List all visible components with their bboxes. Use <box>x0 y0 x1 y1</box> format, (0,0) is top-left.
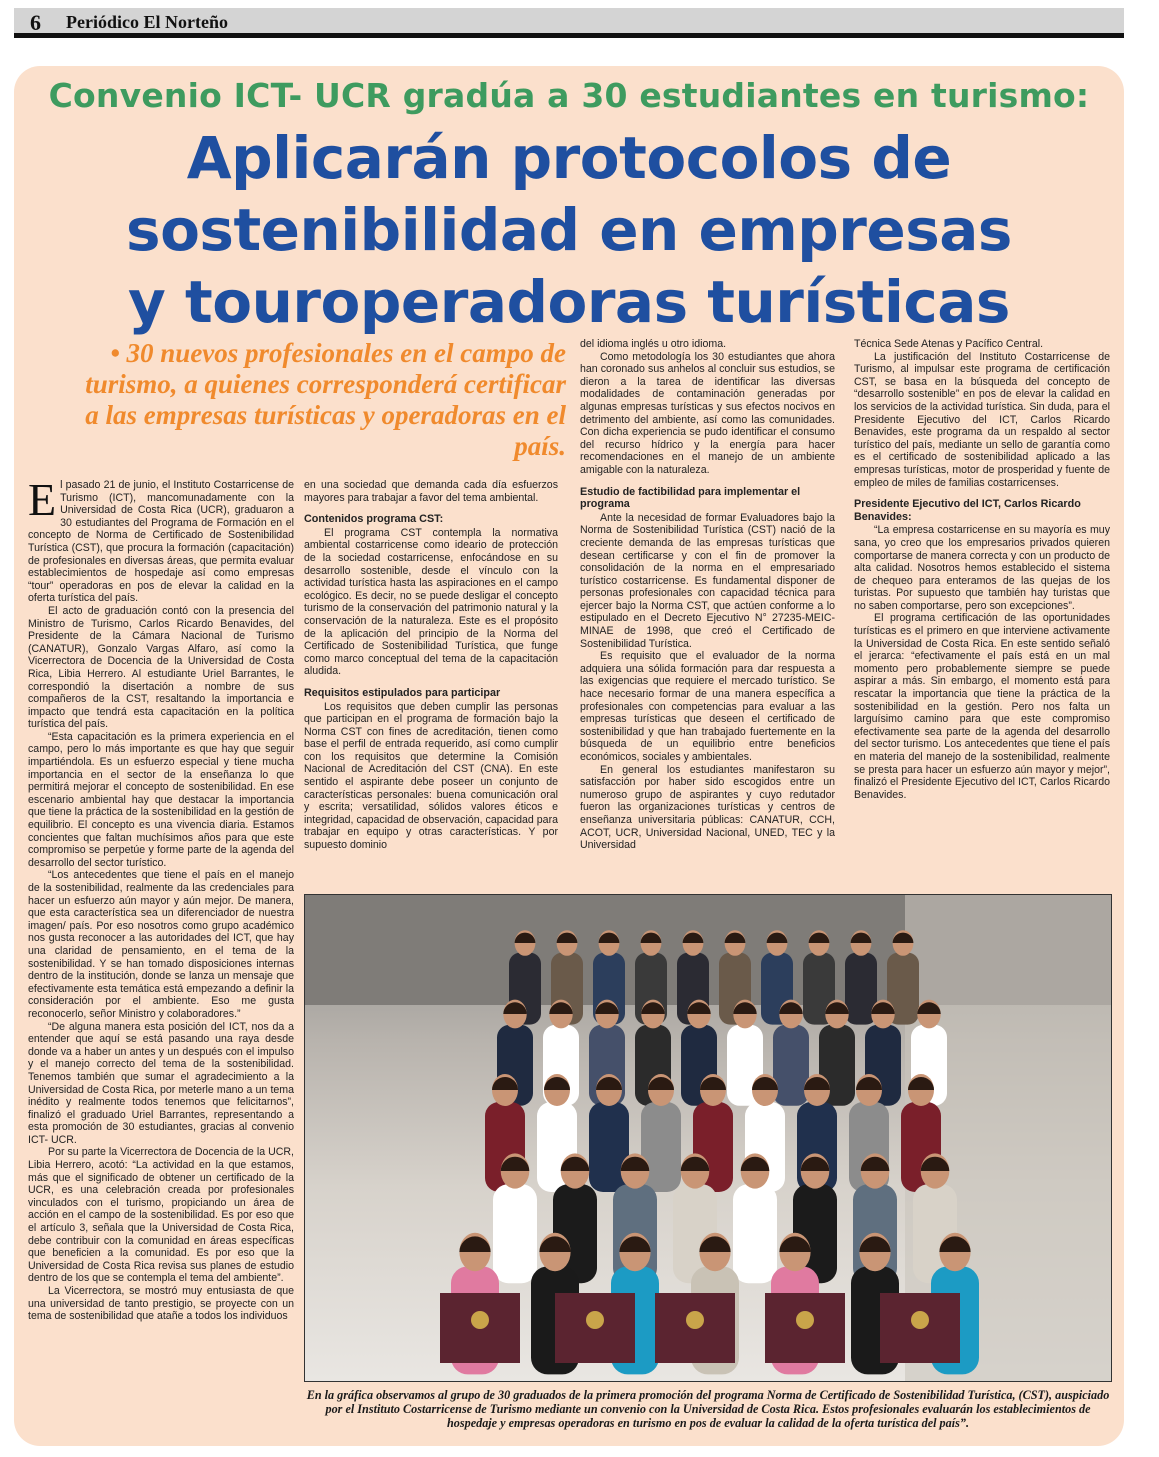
group-photo-illustration <box>305 895 1112 1382</box>
headline-line-1: Aplicarán protocolos de <box>186 124 952 192</box>
paragraph: “Los antecedentes que tiene el país en el manejo de la sostenibilidad, realmente da las credenciales para hacer un esfuerzo aún mayor y aún mejor. De manera, que esta característica sea un diferenciador de nuestra imagen/ país. Por eso nosotros como grupo académico nos gusta reconocer a las autoridades del ICT, que hay una claridad de pensamiento, en el tema de la sostenibilidad. Y se han tomado disposiciones internas dentro de la institución, donde se lanza un mensaje que efectivamente esta temática está empezando a definir la consideración por el ambiente. Eso me gusta reconocerlo, señor Ministro y colaboradores.” <box>28 869 294 1020</box>
paragraph: El acto de graduación contó con la presencia del Ministro de Turismo, Carlos Ricardo Benavides, del Presidente de la Cámara Nacional de Turismo (CANATUR), Gonzalo Vargas Alfaro, así como la Vicerrectora de Docencia de la Universidad de Costa Rica, Libia Herrero. Al estudiante Uriel Barrantes, le correspondió la disertación a nombre de sus compañeros de la CST, resaltando la importancia e impacto que tendrá esta capacitación en la política turística del país. <box>28 604 294 731</box>
paragraph: Los requisitos que deben cumplir las personas que participan en el programa de formación bajo la Norma CST con fines de acreditación, tienen como base el perfil de entrada requerido, así como cumplir con los requisitos que determine la Comisión Nacional de Acreditación del CST (CNA). En este sentido el aspirante debe poseer un conjunto de características personales: buena comunicación oral y escrita; versatilidad, sólidos valores éticos e integridad, capacidad de observación, capacidad para trabajar en equipo y otras características. Y por supuesto dominio <box>304 700 558 852</box>
headline-line-3: y touroperadoras turísticas <box>128 268 1010 336</box>
diploma-seal <box>586 1311 604 1329</box>
person-body <box>493 1184 537 1283</box>
paragraph <box>28 479 294 605</box>
diploma-seal <box>686 1311 704 1329</box>
group-photo <box>304 894 1112 1382</box>
diploma-seal <box>796 1311 814 1329</box>
diploma-seal <box>911 1311 929 1329</box>
diploma-seal <box>471 1311 489 1329</box>
headline-line-2: sostenibilidad en empresas <box>126 196 1012 264</box>
paragraph: El programa CST contempla la normativa ambiental costarricense como ideario de protección de la sociedad costarricense, enfocándose en su desarrollo sostenible, desde el vínculo con la actividad turística hasta las aspiraciones en el campo ecológico. Es decir, no se puede desligar el concepto turismo de la conservación del patrimonio natural y la conservación de la naturaleza. Este es el propósito de la aplicación del principio de la Norma del Certificado de Sostenibilidad Turística, que funge como marco conceptual del tema de la capacitación aludida. <box>304 526 558 678</box>
paragraph: La justificación del Instituto Costarricense de Turismo, al impulsar este programa de certificación CST, se basa en la búsqueda del concepto de “desarrollo sostenible” en pos de elevar la calidad en los servicios de la actividad turística. Sin duda, para el Presidente Ejecutivo del ICT, Carlos Ricardo Benavides, este programa da un respaldo al sector turístico del país, mediante un sello de garantía como es el certificado de sostenibilidad aplicado a las empresas turísticas, motor de prosperidad y fuente de empleo de miles de familias costarricenses. <box>854 350 1110 489</box>
text-column-2 <box>304 479 558 889</box>
article-kicker: Convenio ICT- UCR gradúa a 30 estudiantes en turismo: <box>48 76 1090 115</box>
paragraph: La Vicerrectora, se mostró muy entusiasta de que una universidad de tanto prestigio, se proyecte con un tema de sostenibilidad que atañe a todos los individuos <box>28 1285 294 1323</box>
article-subhead: • 30 nuevos profesionales en el campo de turismo, a quienes corresponderá certificar a las empresas turísticas y operadoras en el país. <box>85 338 566 461</box>
person-body <box>773 1025 809 1106</box>
paragraph: del idioma inglés u otro idioma. <box>580 338 727 350</box>
page-header <box>14 8 1124 38</box>
person-body <box>733 1184 777 1283</box>
section-heading: Contenidos programa CST: <box>304 513 444 526</box>
article-headline <box>14 122 1124 338</box>
photo-caption: En la gráfica observamos al grupo de 30 graduados de la primera promoción del programa Norma de Certificado de Sostenibilidad Turística, (CST), auspiciado por el Instituto Costarricense de Turismo mediante un convenio con la Universidad de Costa Rica. Estos profesionales evaluarán los establecimientos de hospedaje y empresas operadoras en turismo en pos de evaluar la calidad de la oferta turística del país”. <box>306 1388 1110 1430</box>
paragraph: Como metodología los 30 estudiantes que ahora han coronado sus anhelos al concluir sus estudios, se dieron a la tarea de identificar las diversas modalidades de contaminación generadas por algunas empresas turísticas y sus efectos nocivos en detrimento del ambiente, así como las comunidades. Con dicha experiencia se pudo identificar el consumo del recurso hídrico y la energía para hacer recomendaciones en el manejo de un ambiente amigable con la naturaleza. <box>580 350 835 476</box>
paragraph: en una sociedad que demanda cada día esfuerzos mayores para trabajar a favor del tema ambiental. <box>304 479 558 504</box>
paragraph: Técnica Sede Atenas y Pacífico Central. <box>854 338 1044 350</box>
paragraph: Ante la necesidad de formar Evaluadores bajo la Norma de Sostenibilidad Turística (CST) nació de la creciente demanda de las empresas turísticas que desean certificarse y con el fin de promover la consolidación de la norma en el empresariado turístico costarricense. Es fundamental disponer de personas profesionales con capacidad técnica para ejercer bajo la Norma CST, que actúen conforme a lo estipulado en el Decreto Ejecutivo N° 27235-MEIC-MINAE de 1998, que creó el Certificado de Sostenibilidad Turística. <box>580 511 835 650</box>
paragraph: “La empresa costarricense en su mayoría es muy sana, yo creo que los empresarios privados quieren comportarse de manera correcta y con un producto de alta calidad. Nosotros hemos establecido el sistema de chequeo para enteramos de las quejas de los turistas. Por supuesto que también hay turistas que no saben comportarse, pero son excepciones”. <box>854 524 1110 612</box>
article-panel <box>14 66 1124 1446</box>
paragraph: Es requisito que el evaluador de la norma adquiera una sólida formación para dar respuesta a las exigencias que requiere el mercado turístico. Se hace necesario formar de una manera específica a profesionales con competencias para evaluar a las empresas turísticas que deseen el certificado de sostenibilidad y que han trabajado fuertemente en la búsqueda de un equilibrio entre beneficios económicos, sociales y ambientales. <box>580 650 835 763</box>
newspaper-name: Periódico El Norteño <box>66 12 228 32</box>
section-heading: Requisitos estipulados para participar <box>304 686 501 699</box>
section-heading: Presidente Ejecutivo del ICT, Carlos Ricardo Benavides: <box>854 498 1081 523</box>
paragraph: El programa certificación de las oportunidades turísticas es el primero en que interviene activamente la Universidad de Costa Rica. En este sentido señaló el jerarca: “efectivamente el país está en un mal momento pero probablemente siempre se puede aspirar a más. Sin embargo, el momento está para rescatar la importancia que tiene la práctica de la sostenibilidad en la gestión. Pero nos falta un larguísimo camino para que este compromiso efectivamente sea parte de la agenda del desarrollo del sector turismo. Los antecedentes que tiene el país en materia del manejo de la sostenibilidad, realmente se presta para hacer un esfuerzo aún mayor y mejor”, finalizó el Presidente Ejecutivo del ICT, Carlos Ricardo Benavides. <box>854 612 1110 801</box>
paragraph: En general los estudiantes manifestaron su satisfacción por haber sido escogidos entre un numeroso grupo de aspirantes y cuyo redutador fueron las organizaciones turísticas y centros de enseñanza universitaria públicas: CANATUR, CCH, ACOT, UCR, Universidad Nacional, UNED, TEC y la Universidad <box>580 763 835 852</box>
drop-cap: E <box>28 479 57 525</box>
page-number: 6 <box>30 10 41 35</box>
text-column-4 <box>854 338 1110 888</box>
paragraph: “Esta capacitación es la primera experiencia en el campo, pero lo más importante es que hay que seguir impartiéndola. Es un esfuerzo especial y tiene mucha importancia en el sector de la enseñanza lo que permitirá mejorar el concepto de sostenibilidad. En ese escenario ambiental hay que destacar la importancia que tiene la práctica de la sostenibilidad en la gestión de equilibrio. El concepto es una vivencia diaria. Estamos concientes que faltan muchísimos años para que este compromiso se perpetúe y forme parte de la agenda del desarrollo del sector turístico. <box>28 730 294 869</box>
paragraph: “De alguna manera esta posición del ICT, nos da a entender que aquí se está pasando una raya desde donde va a haber un antes y un después con el impulso y el manejo correcto del tema de la sostenibilidad. Tenemos también que sumar el agradecimiento a la Universidad de Costa Rica, por meterle mano a un tema inédito y realmente todos tenemos que felicitarnos”, finalizó el graduado Uriel Barrantes, representando a esta promoción de 30 estudiantes, gracias al convenio ICT- UCR. <box>28 1020 294 1146</box>
paragraph: Por su parte la Vicerrectora de Docencia de la UCR, Libia Herrero, acotó: “La actividad en la que estamos, más que el significado de obtener un certificado de la UCR, es una celebración creada por profesionales vinculados con el turismo, propiciando un área de acción en el campo de la sostenibilidad. Es por eso que el artículo 3, señala que la Universidad de Costa Rica, debe contribuir con la comunidad en áreas específicas que beneficien a la comunidad. Es por eso que la Universidad de Costa Rica revisa sus planes de estudio dentro de los que se contempla el tema del ambiente”. <box>28 1146 294 1285</box>
paragraph-text: l pasado 21 de junio, el Instituto Costarricense de Turismo (ICT), mancomunadamente con la Universidad de Costa Rica (UCR), graduaron a 30 estudiantes del Programa de Formación en el concepto de Norma de Certificado de Sostenibilidad Turística (CST), que procura la formación (capacitación) de profesionales en diversas áreas, que permita evaluar establecimientos de hospedaje así como empresas “tour” operadoras en pos de elevar la calidad en la oferta turística del país. <box>28 479 294 605</box>
text-column-3 <box>580 338 835 888</box>
text-column-1 <box>28 479 294 1439</box>
section-heading: Estudio de factibilidad para implementar el programa <box>580 485 801 511</box>
